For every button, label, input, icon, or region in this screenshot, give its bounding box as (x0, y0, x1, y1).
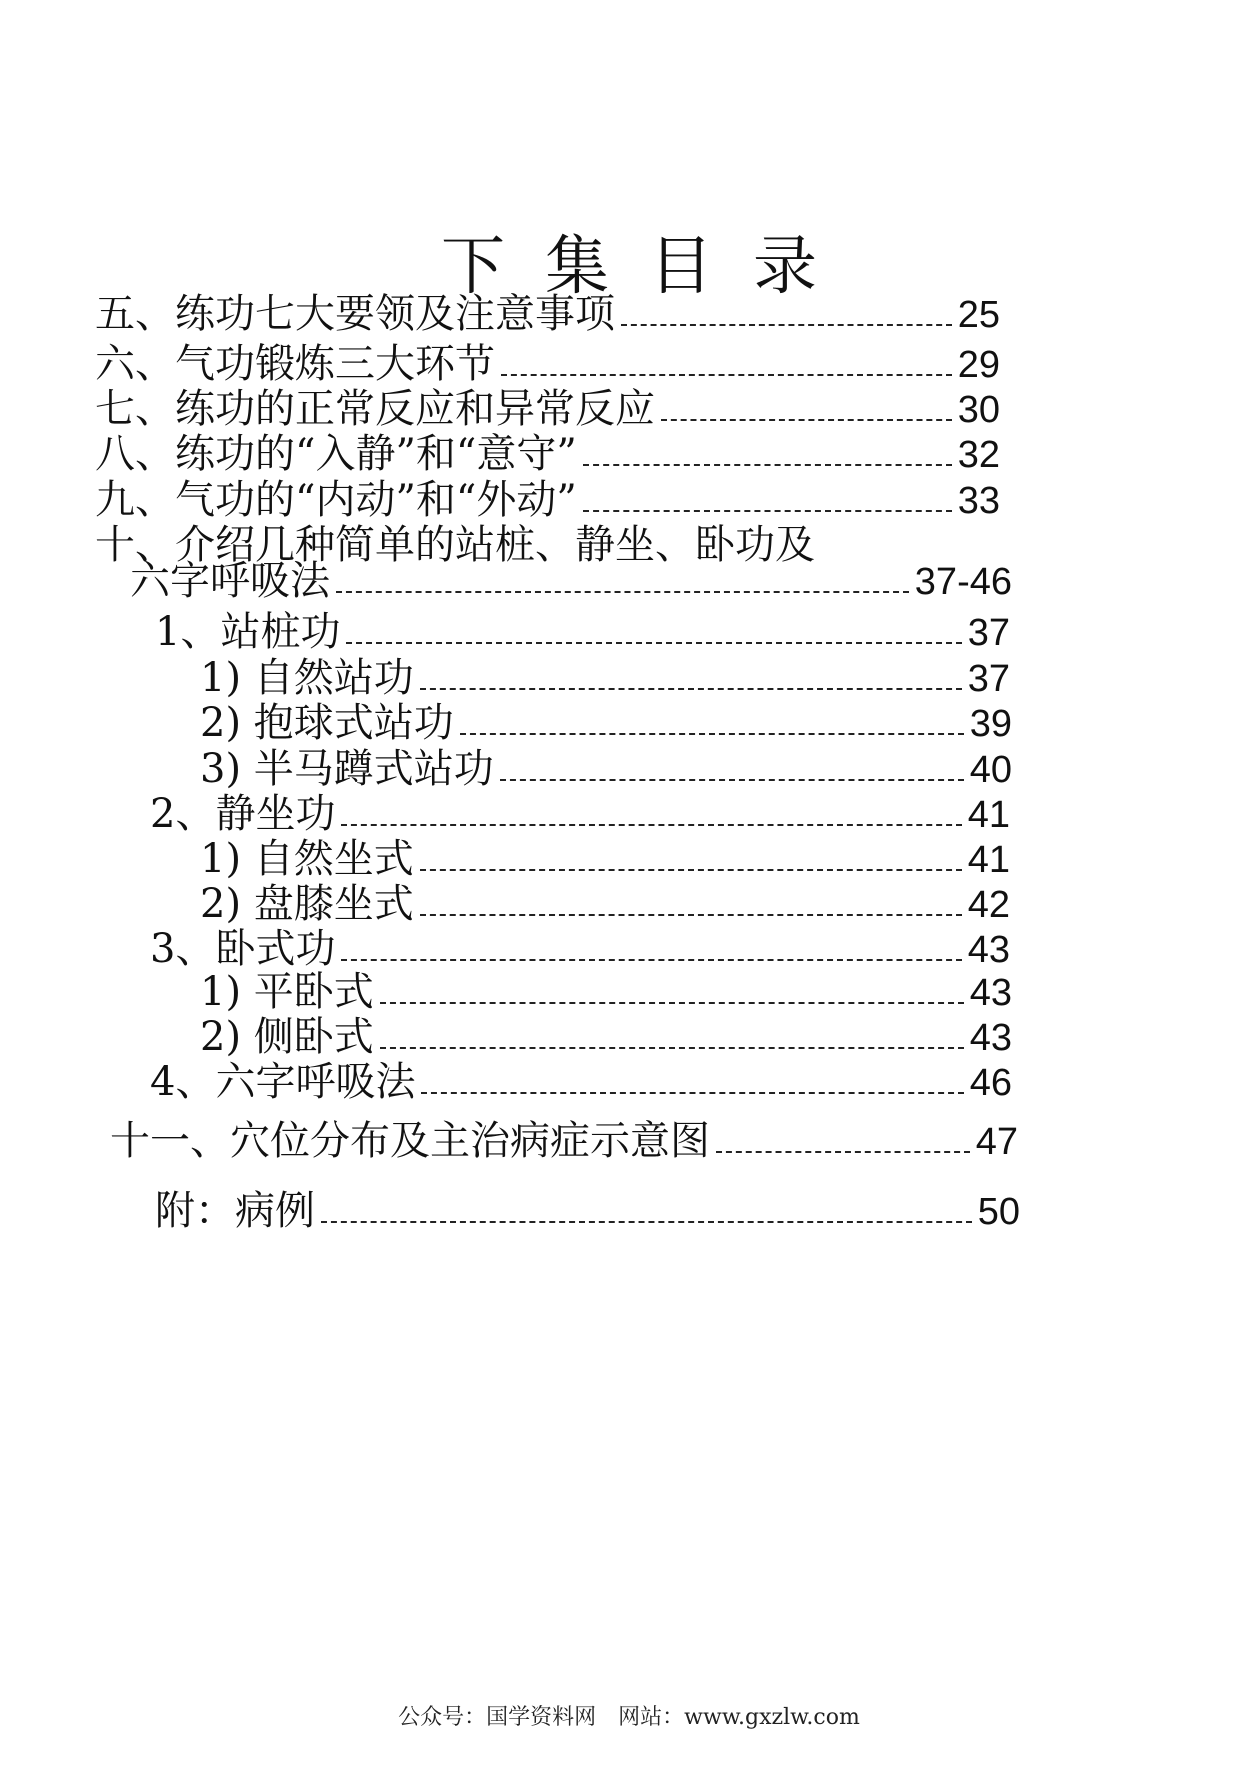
toc-entry-page: 41 (967, 794, 1010, 836)
toc-entry-page: 32 (957, 434, 1000, 476)
toc-entry (95, 428, 1000, 480)
toc-entry (155, 1185, 1020, 1237)
toc-entry-label: 附：病例 (155, 1188, 315, 1234)
toc-entry-page: 41 (967, 839, 1010, 881)
toc-entry-page: 43 (969, 972, 1012, 1014)
toc-entry-page: 40 (969, 749, 1012, 791)
toc-dash-leader (460, 733, 964, 735)
toc-dash-leader (583, 464, 952, 466)
toc-dash-leader (346, 642, 961, 644)
toc-entry-page: 30 (957, 389, 1000, 431)
toc-entry-page: 33 (957, 480, 1000, 522)
toc-dash-leader (336, 591, 909, 593)
toc-entry-label: 1) 自然站功 (200, 655, 414, 701)
toc-entry (110, 1115, 1018, 1167)
toc-entry-page: 39 (969, 703, 1012, 745)
toc-dash-leader (621, 324, 952, 326)
toc-dash-leader (420, 914, 962, 916)
toc-entry-page: 25 (957, 294, 1000, 336)
toc-entry-label: 2、静坐功 (150, 791, 336, 837)
toc-entry-label: 2) 侧卧式 (200, 1014, 374, 1060)
toc-entry-page: 50 (977, 1191, 1020, 1233)
toc-dash-leader (420, 688, 962, 690)
toc-entry-label: 十、介绍几种简单的站桩、静坐、卧功及 (95, 522, 815, 568)
toc-entry-label: 十一、穴位分布及主治病症示意图 (110, 1118, 710, 1164)
toc-dash-leader (661, 419, 952, 421)
toc-dash-leader (380, 1002, 964, 1004)
toc-dash-leader (583, 510, 952, 512)
toc-entry-label: 五、练功七大要领及注意事项 (95, 291, 615, 337)
toc-entry-label: 七、练功的正常反应和异常反应 (95, 386, 655, 432)
toc-entry (200, 697, 1012, 749)
toc-entry-page: 29 (957, 344, 1000, 386)
toc-entry-page: 37 (967, 658, 1010, 700)
toc-dash-leader (341, 959, 961, 961)
toc-entry (95, 288, 1000, 340)
toc-entry-page: 47 (975, 1121, 1018, 1163)
toc-dash-leader (421, 1092, 963, 1094)
toc-entry-label: 六、气功锻炼三大环节 (95, 341, 495, 387)
toc-entry-label: 3、卧式功 (150, 926, 336, 972)
toc-dash-leader (501, 374, 952, 376)
toc-entry-label: 2) 盘膝坐式 (200, 881, 414, 927)
toc-entry-page: 46 (969, 1062, 1012, 1104)
toc-entry-label: 1) 自然坐式 (200, 836, 414, 882)
page-title: 下集目录 (441, 230, 857, 304)
toc-entry (150, 1056, 1012, 1108)
toc-entry-label: 1、站桩功 (155, 609, 341, 655)
footer-watermark: 公众号：国学资料网 网站：www.gxzlw.com (398, 1705, 860, 1730)
toc-dash-leader (341, 824, 961, 826)
toc-entry-label: 1) 平卧式 (200, 969, 374, 1015)
toc-entry-label: 2) 抱球式站功 (200, 700, 454, 746)
toc-dash-leader (716, 1151, 970, 1153)
toc-entry (130, 555, 1012, 607)
toc-dash-leader (420, 869, 962, 871)
toc-entry-page: 43 (967, 929, 1010, 971)
toc-entry-page: 42 (967, 884, 1010, 926)
toc-entry-label: 3) 半马蹲式站功 (200, 746, 494, 792)
toc-entry-label: 4、六字呼吸法 (150, 1059, 416, 1105)
toc-entry-page: 37 (967, 612, 1010, 654)
toc-entry-label: 六字呼吸法 (130, 558, 330, 604)
toc-dash-leader (500, 779, 964, 781)
toc-entry (155, 606, 1010, 658)
toc-dash-leader (321, 1221, 972, 1223)
toc-dash-leader (380, 1047, 964, 1049)
toc-entry-page: 37-46 (914, 561, 1012, 603)
toc-entry-label: 九、气功的“内动”和“外动” (95, 477, 577, 523)
toc-entry-label: 八、练功的“入静”和“意守” (95, 431, 577, 477)
toc-entry-page: 43 (969, 1017, 1012, 1059)
